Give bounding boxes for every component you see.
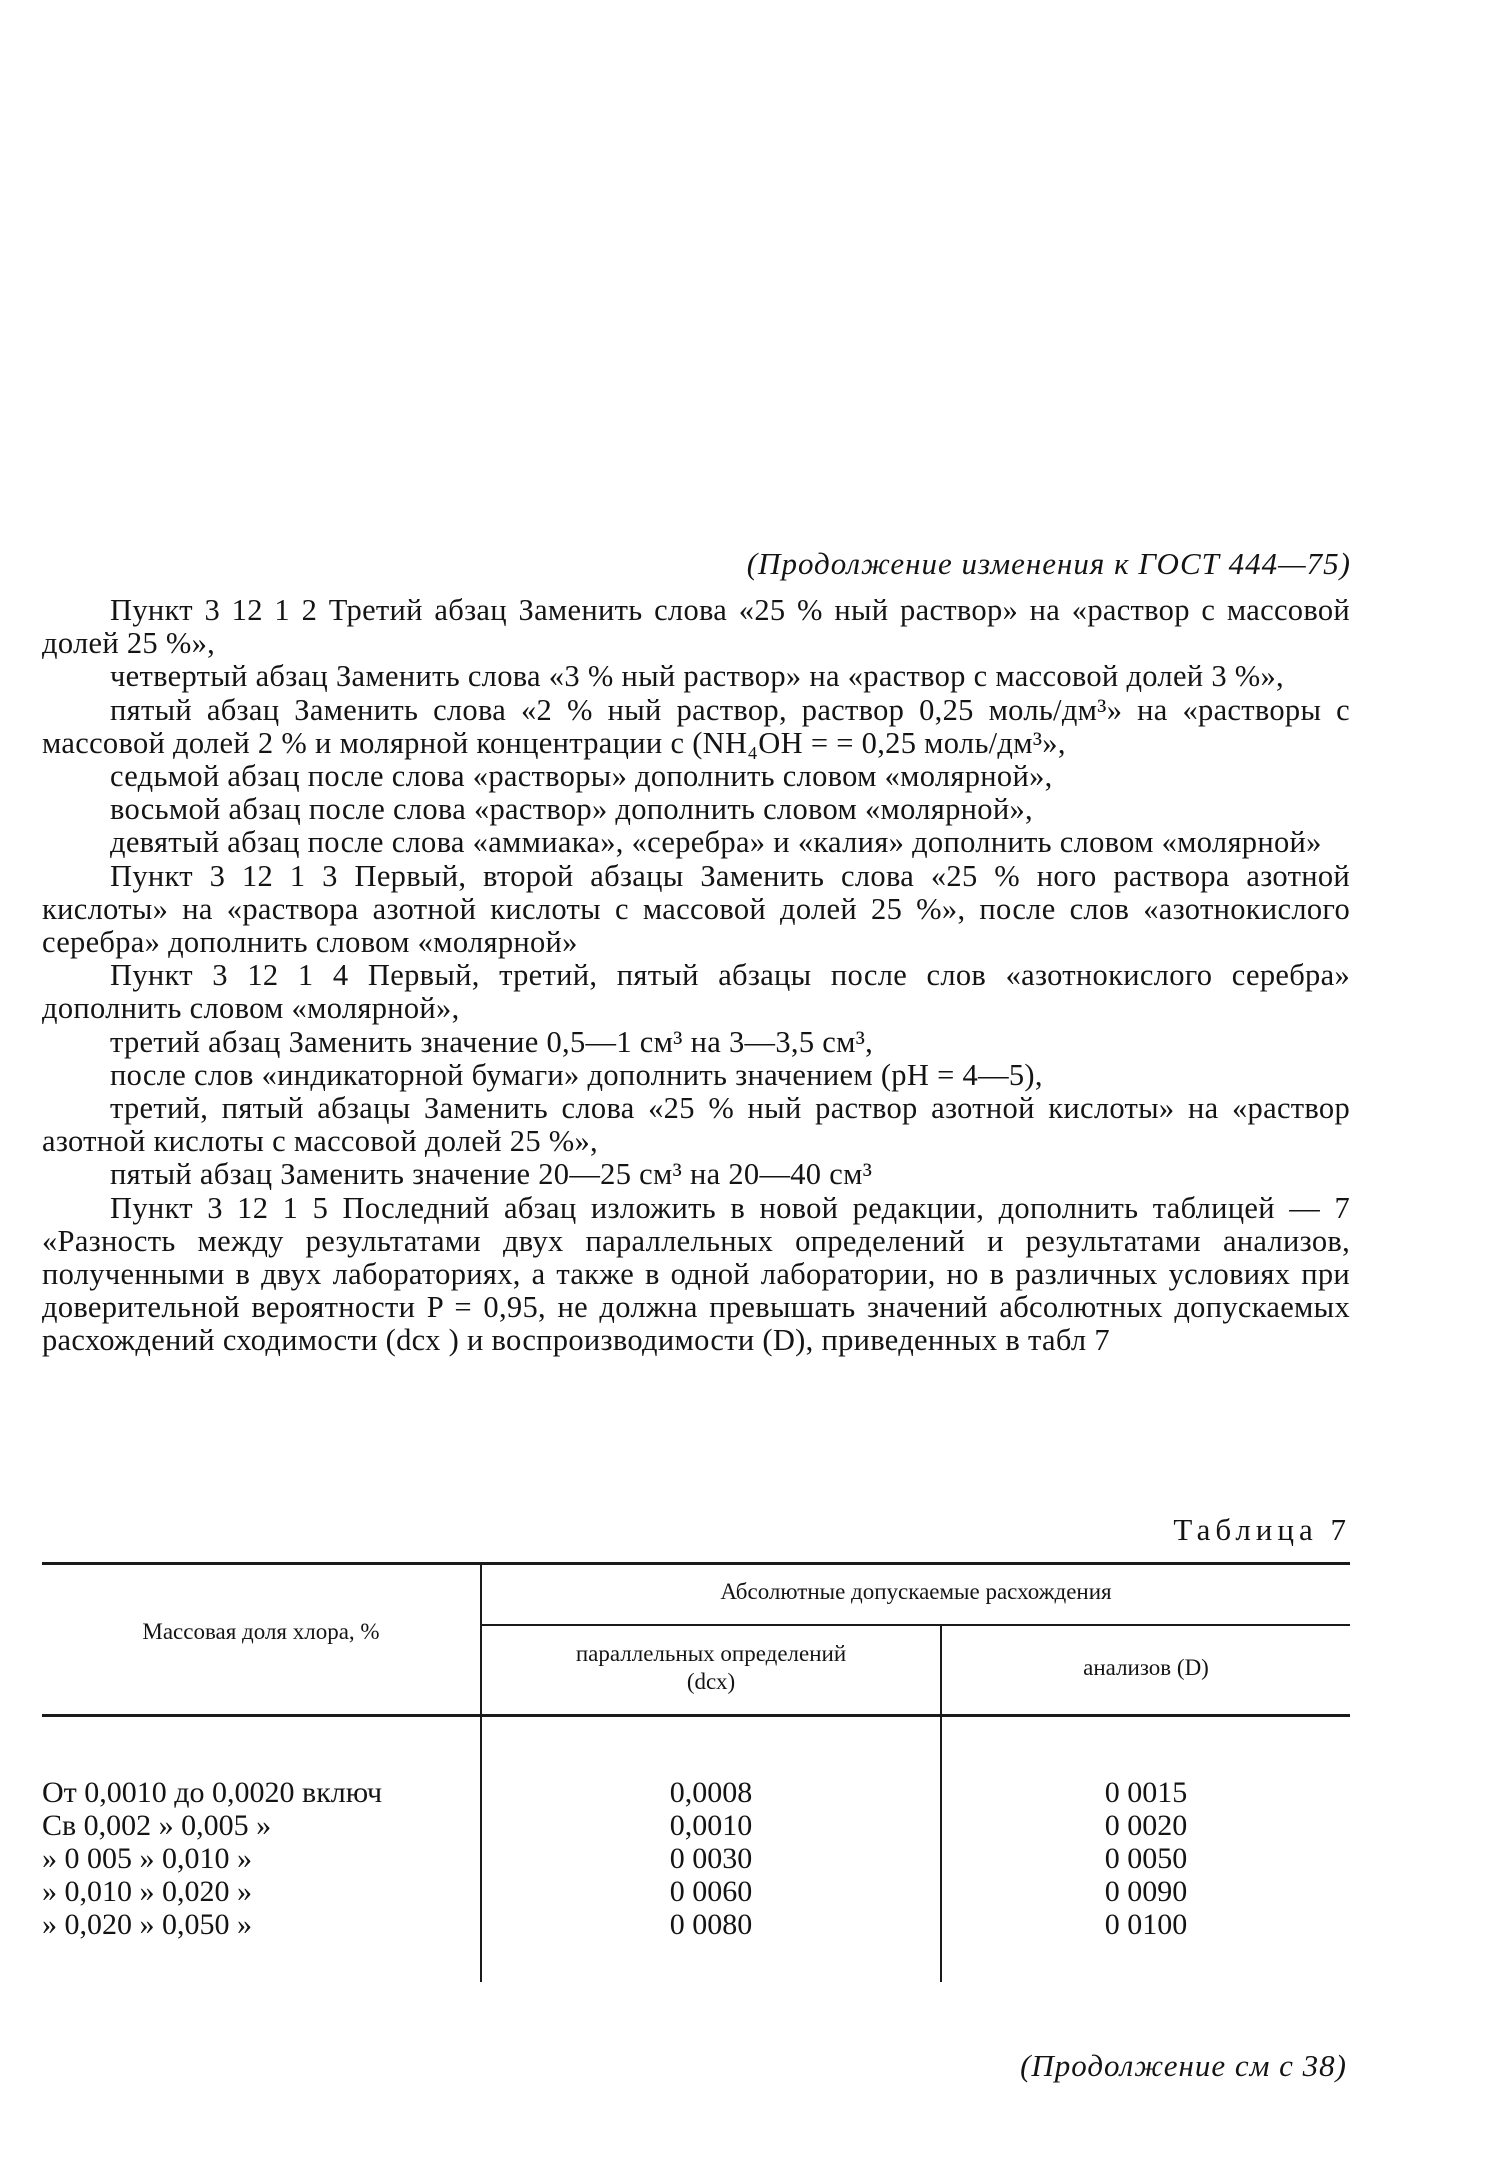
chlorine-range-column	[42, 1776, 482, 1941]
analyses-values-column	[942, 1776, 1350, 1941]
paragraph: третий, пятый абзацы Заменить слова «25 % ный раствор азотной кислоты» на «раствор азотной кислоты с массовой долей 25 %»,	[42, 1091, 1350, 1159]
table-row-range: » 0,020 » 0,050 »	[42, 1908, 252, 1941]
table-top-rule	[42, 1562, 1350, 1565]
table-cell-parallel: 0,0008	[669, 1776, 753, 1809]
table-cell-parallel: 0 0030	[669, 1842, 753, 1875]
group-header-rule	[482, 1624, 1350, 1626]
table-cell-analyses: 0 0050	[1104, 1842, 1188, 1875]
group-header-tolerances: Абсолютные допускаемые расхождения	[720, 1579, 1112, 1604]
paragraph: Пункт 3 12 1 5 Последний абзац изложить в новой редакции, дополнить таблицей — 7 «Разность между результатами двух параллельных определений и результатами анализов, полученными в двух лабораториях, а также в одной лаборатории, но в различных условиях при доверительной вероятности P = 0,95, не должна превышать значений абсолютных допускаемых расхождений сходимости (dсх ) и воспроизводимости (D), приведенных в табл 7	[42, 1190, 1350, 1358]
table-row-range: От 0,0010 до 0,0020 включ	[42, 1776, 383, 1809]
column-header-analyses: анализов (D)	[1083, 1655, 1209, 1680]
parallel-values-column	[482, 1776, 940, 1941]
header-continuation-note: (Продолжение изменения к ГОСТ 444—75)	[746, 546, 1351, 581]
amendment-text	[42, 594, 1350, 1358]
table-title: Таблица 7	[1173, 1512, 1351, 1547]
table-row-range: » 0,010 » 0,020 »	[42, 1875, 252, 1908]
table-cell-parallel: 0 0080	[669, 1908, 753, 1941]
paragraph: третий абзац Заменить значение 0,5—1 см³ на 3—3,5 см³,	[110, 1024, 874, 1059]
table-cell-analyses: 0 0090	[1104, 1875, 1188, 1908]
paragraph: седьмой абзац после слова «растворы» дополнить словом «молярной»,	[110, 759, 1053, 794]
header-bottom-rule	[42, 1714, 1350, 1717]
column-header-parallel	[482, 1640, 940, 1696]
table-cell-analyses: 0 0100	[1104, 1908, 1188, 1941]
table-cell-analyses: 0 0015	[1104, 1776, 1188, 1809]
paragraph: после слов «индикаторной бумаги» дополнить значением (pH = 4—5),	[110, 1057, 1043, 1092]
table-row-range: Св 0,002 » 0,005 »	[42, 1809, 272, 1842]
paragraph: девятый абзац после слова «аммиака», «серебра» и «калия» дополнить словом «молярной»	[110, 825, 1322, 860]
column-header-parallel-symbol: (dсх)	[686, 1669, 736, 1694]
paragraph: Пункт 3 12 1 3 Первый, второй абзацы Заменить слова «25 % ного раствора азотной кислоты» на «раствора азотной кислоты с массовой долей 25 %», после слов «азотнокислого серебра» дополнить словом «молярной»	[42, 858, 1350, 960]
column-header-chlorine: Массовая доля хлора, %	[142, 1619, 380, 1644]
table-cell-parallel: 0,0010	[669, 1809, 753, 1842]
table-cell-parallel: 0 0060	[669, 1875, 753, 1908]
tolerance-table	[42, 1562, 1350, 1982]
table-cell-analyses: 0 0020	[1104, 1809, 1188, 1842]
footer-continuation-note: (Продолжение см с 38)	[1020, 2048, 1347, 2083]
paragraph: восьмой абзац после слова «раствор» дополнить словом «молярной»,	[110, 792, 1033, 827]
column-header-parallel-label: параллельных определений	[575, 1641, 847, 1666]
paragraph: пятый абзац Заменить значение 20—25 см³ на 20—40 см³	[110, 1157, 873, 1192]
paragraph: Пункт 3 12 1 4 Первый, третий, пятый абзацы после слов «азотнокислого серебра» дополнить словом «молярной»,	[42, 958, 1350, 1026]
paragraph: Пункт 3 12 1 2 Третий абзац Заменить слова «25 % ный раствор» на «раствор с массовой долей 25 %»,	[42, 593, 1350, 661]
table-row-range: » 0 005 » 0,010 »	[42, 1842, 252, 1875]
paragraph: четвертый абзац Заменить слова «3 % ный раствор» на «раствор с массовой долей 3 %»,	[110, 659, 1284, 694]
paragraph: пятый абзац Заменить слова «2 % ный раствор, раствор 0,25 моль/дм³» на «растворы с массовой долей 2 % и молярной концентрации c (NH₄OH = = 0,25 моль/дм³»,	[42, 692, 1350, 760]
